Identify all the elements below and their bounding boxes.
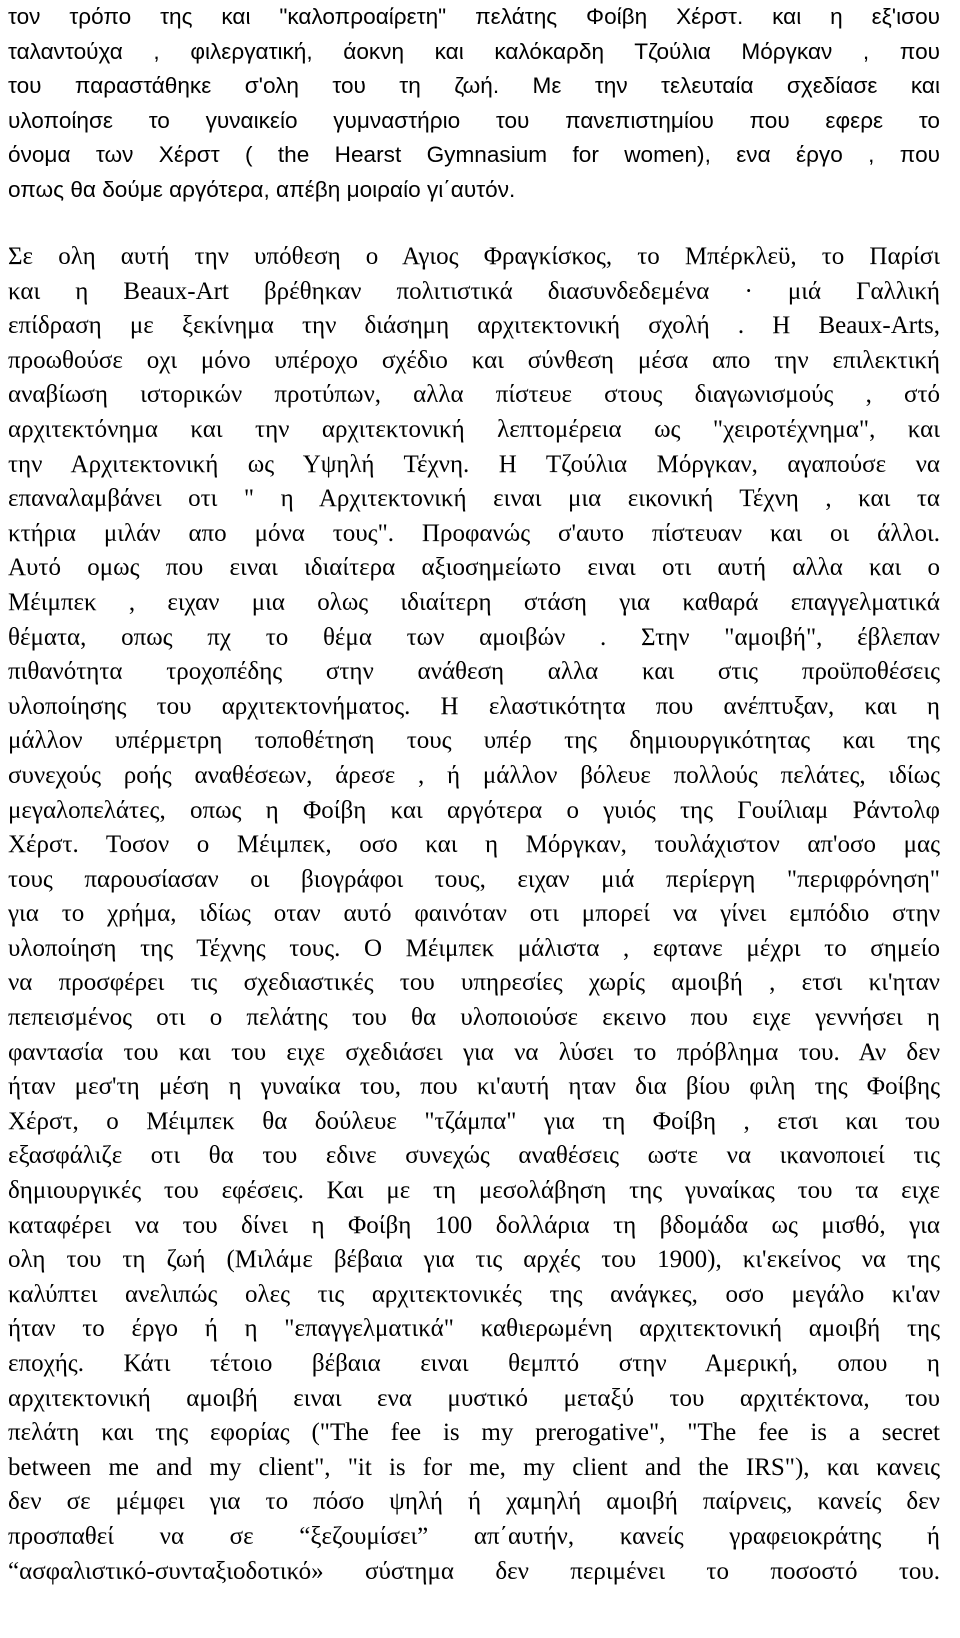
- text-line: πιθανότητα τροχοπέδης στην ανάθεση αλλα και στις προϋποθέσεις: [8, 658, 940, 686]
- text-line: υλοποίηση της Τέχνης τους. Ο Μέιμπεκ μάλιστα , εφτανε μέχρι το σημείο: [8, 934, 940, 962]
- text-line: between me and my client", "it is for me, my client and the IRS"), και κανεις: [8, 1453, 940, 1481]
- paragraph-1: [8, 0, 940, 208]
- text-line: υλοποίησης του αρχιτεκτονήματος. Η ελαστικότητα που ανέπτυξαν, και η: [8, 692, 940, 720]
- text-line: και η Beaux-Art βρέθηκαν πολιτιστικά διασυνδεδεμένα · μιά Γαλλική: [8, 277, 940, 305]
- text-line: όνομα των Χέρστ ( the Hearst Gymnasium for women), ενα έργο , που: [8, 142, 940, 168]
- text-line: μάλλον υπέρμετρη τοποθέτηση τους υπέρ της δημιουργικότητας και της: [8, 727, 940, 755]
- text-line: φαντασία του και του ειχε σχεδιάσει για να λύσει το πρόβλημα του. Αν δεν: [8, 1038, 940, 1066]
- text-line: δημιουργικές του εφέσεις. Και με τη μεσολάβηση της γυναίκας του τα ειχε: [8, 1177, 940, 1205]
- text-line: εξασφάλιζε οτι θα του εδινε συνεχώς αναθέσεις ωστε να ικανοποιεί τις: [8, 1142, 940, 1170]
- paragraph-2: [8, 240, 940, 1589]
- text-line: την Αρχιτεκτονική ως Υψηλή Τέχνη. Η Τζούλια Μόργκαν, αγαπούσε να: [8, 450, 940, 478]
- text-line: του παραστάθηκε σ'ολη του τη ζωή. Με την τελευταία σχεδίασε και: [8, 73, 940, 99]
- text-line: προωθούσε οχι μόνο υπέροχο σχέδιο και σύνθεση μέσα απο την επιλεκτική: [8, 346, 940, 374]
- text-line: ταλαντούχα , φιλεργατική, άοκνη και καλόκαρδη Τζούλια Μόργκαν , που: [8, 38, 940, 64]
- text-line: να προσφέρει τις σχεδιαστικές του υπηρεσίες χωρίς αμοιβή , ετσι κι'ηταν: [8, 969, 940, 997]
- text-line: Χέρστ. Τοσον ο Μέιμπεκ, οσο και η Μόργκαν, τουλάχιστον απ'οσο μας: [8, 831, 940, 859]
- text-line: μεγαλοπελάτες, οπως η Φοίβη και αργότερα ο γυιός της Γουίλιαμ Ράντολφ: [8, 796, 940, 824]
- text-line: πεπεισμένος οτι ο πελάτης του θα υλοποιούσε εκεινο που ειχε γεννήσει η: [8, 1004, 940, 1032]
- text-line: Αυτό ομως που ειναι ιδιαίτερα αξιοσημείωτο ειναι οτι αυτή αλλα και ο: [8, 554, 940, 582]
- text-line: επαναλαμβάνει οτι " η Αρχιτεκτονική ειναι μια εικονική Τέχνη , και τα: [8, 485, 940, 513]
- text-line: εποχής. Κάτι τέτοιο βέβαια ειναι θεμπτό στην Αμερική, οπου η: [8, 1350, 940, 1377]
- text-line: αρχιτεκτονική αμοιβή ειναι ενα μυστικό μεταξύ του αρχιτέκτονα, του: [8, 1384, 940, 1412]
- text-line: Σε ολη αυτή την υπόθεση ο Αγιος Φραγκίσκος, το Μπέρκλεϋ, το Παρίσι: [8, 243, 940, 270]
- text-line: αρχιτεκτόνημα και την αρχιτεκτονική λεπτομέρεια ως "χειροτέχνημα", και: [8, 415, 940, 443]
- text-line: προσπαθεί να σε “ξεζουμίσει” απ΄αυτήν, κανείς γραφειοκράτης ή: [8, 1522, 940, 1550]
- text-line: τους παρουσίασαν οι βιογράφοι τους, ειχαν μιά περίεργη "περιφρόνηση": [8, 865, 940, 893]
- text-line: ολη του τη ζωή (Μιλάμε βέβαια για τις αρχές του 1900), κι'εκείνος να της: [8, 1246, 940, 1274]
- text-line: Μέιμπεκ , ειχαν μια ολως ιδιαίτερη στάση για καθαρά επαγγελματικά: [8, 588, 940, 616]
- text-line: κτήρια μιλάν απο μόνα τους". Προφανώς σ'αυτο πίστευαν και οι άλλοι.: [8, 519, 940, 547]
- text-line: θέματα, οπως πχ το θέμα των αμοιβών . Στην "αμοιβή", έβλεπαν: [8, 623, 940, 651]
- text-line: καταφέρει να του δίνει η Φοίβη 100 δολλάρια τη βδομάδα ως μισθό, για: [8, 1211, 940, 1239]
- text-line: οπως θα δούμε αργότερα, απέβη μοιραίο γι΄αυτόν.: [8, 176, 516, 202]
- text-line: Χέρστ, ο Μέιμπεκ θα δούλευε "τζάμπα" για τη Φοίβη , ετσι και του: [8, 1107, 940, 1135]
- text-line: “ασφαλιστικό-συνταξιοδοτικό» σύστημα δεν περιμένει το ποσοστό του.: [8, 1557, 940, 1585]
- text-line: δεν σε μέμφει για το πόσο ψηλή ή χαμηλή αμοιβή παίρνεις, κανείς δεν: [8, 1488, 940, 1516]
- text-line: τον τρόπο της και "καλοπροαίρετη" πελάτης Φοίβη Χέρστ. και η εξ'ισου: [8, 4, 940, 29]
- text-line: για το χρήμα, ιδίως οταν αυτό φαινόταν οτι μπορεί να γίνει εμπόδιο στην: [8, 900, 940, 928]
- text-line: επίδραση με ξεκίνημα την διάσημη αρχιτεκτονική σχολή . Η Beaux-Arts,: [8, 312, 940, 340]
- text-line: αναβίωση ιστορικών προτύπων, αλλα πίστευε στους διαγωνισμούς , στό: [8, 381, 940, 409]
- text-line: πελάτη και της εφορίας ("The fee is my prerogative", "The fee is a secret: [8, 1419, 940, 1447]
- text-line: υλοποίησε το γυναικείο γυμναστήριο του πανεπιστημίου που εφερε το: [8, 107, 940, 133]
- text-line: καλύπτει ανελιπώς ολες τις αρχιτεκτονικές της ανάγκες, οσο μεγάλο κι'αν: [8, 1280, 940, 1308]
- text-line: συνεχούς ροής αναθέσεων, άρεσε , ή μάλλον βόλευε πολλούς πελάτες, ιδίως: [8, 761, 940, 789]
- text-line: ήταν μεσ'τη μέση η γυναίκα του, που κι'αυτή ηταν δια βίου φιλη της Φοίβης: [8, 1073, 940, 1101]
- text-line: ήταν το έργο ή η "επαγγελματικά" καθιερωμένη αρχιτεκτονική αμοιβή της: [8, 1315, 940, 1343]
